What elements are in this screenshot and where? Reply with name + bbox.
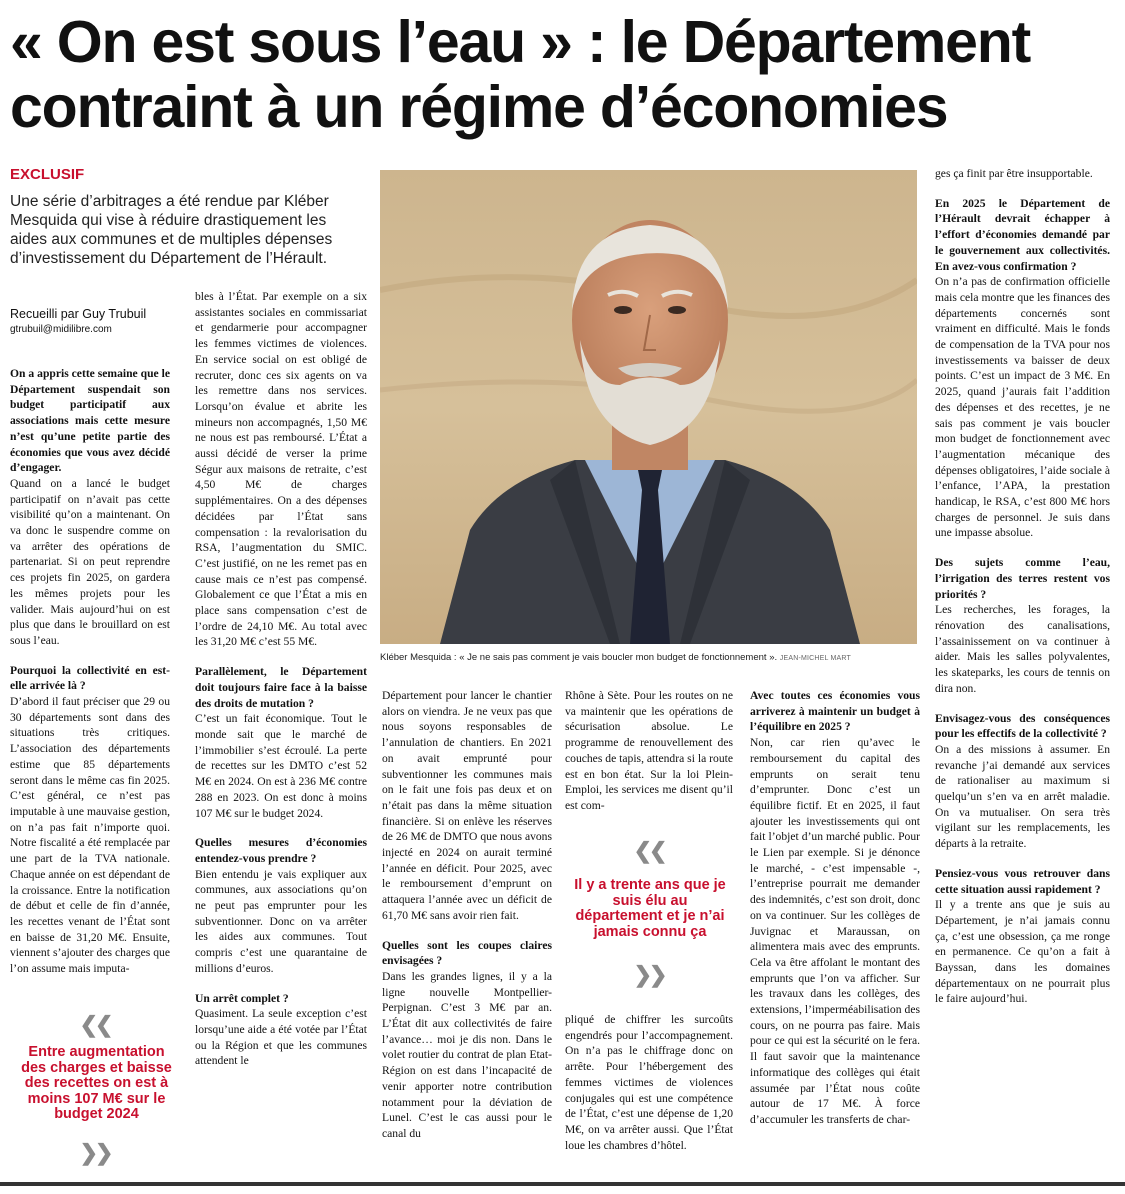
close-quote-icon-2: ❯❯ [633, 962, 665, 987]
article-column-4-top [565, 688, 733, 828]
caption-text: Kléber Mesquida : « Je ne sais pas comment je vais boucler mon budget de fonctionnement ». [380, 652, 778, 663]
page-bottom-rule [0, 1182, 1125, 1186]
answer-2: C’est un fait économique. Tout le monde sait que le marché de l’immobilier s’est écroulé. La perte de recettes sur les DMTO c’est 52 M€ en 2024. On est à 236 M€ contre 288 en 2023. On est donc à moins 107 M€ sur le budget 2024. [195, 712, 367, 820]
portrait-illustration [380, 170, 917, 644]
byline-author: Recueilli par Guy Trubuil [10, 307, 147, 321]
question-1: Avec toutes ces économies vous arriverez à maintenir un budget à l’équilibre en 2025 ? [750, 689, 920, 734]
answer-1: Non, car rien qu’avec le remboursement du capital des emprunts on serait tenu d’emprunter. Donc c’est un équilibre fictif. Et en 2025, il faut ajouter les investissements qui ont fait l’objet d’un marché public. Pour le Lien par exemple. Si je dénonce le marché, - c’est impensable -, l’entreprise pourrait me demander des indemnités, c’est son droit, donc on va continuer. Sur les collèges de Juvignac et Maraussan, on alimentera mais avec des emprunts. Cela va être affolant le montant des emprunts que l’on va afficher. Sur les travaux dans les collèges, des extensions, l’imperméabilisation des cours, on ne pourra pas faire. Mais pour ce qui est la sécurité on le fera. Il faut savoir que la maintenance informatique des collèges qui était assumée par l’État nous coûte autour de 17 M€. À force d’accumuler les transferts de char- [750, 736, 920, 1126]
answer-1: bles à l’État. Par exemple on a six assistantes sociales en commissariat et gendarmerie pour accompagner les femmes victimes de violences. En service social on est obligé de recruter, donc ces six agents on va les remettre dans nos services. Lorsqu’on évalue et abrite les mineurs non accompagnés, 1,50 M€ ne nous est pas remboursé. L’État a aussi décidé de verser la prime Ségur aux maisons de retraite, c’est 4,50 M€ de charges supplémentaires. On a des dépenses décidées par l’État sans compensation : la revalorisation du RSA, l’augmentation du SMIC. C’est justifié, on ne les remet pas en cause mais ce n’est pas compensé. Globalement ce que l’État a mis en place sans compensation c’est de l’ordre de 24,10 M€. Au total avec les 31,20 M€ c’est 55 M€. [195, 290, 367, 649]
question-intro: On a appris cette semaine que le Département suspendait son budget participatif aux associations mais cette mesure n’est qu’une petite partie des économies que vous avez décidé d’engager. [10, 367, 170, 475]
article-column-2 [195, 289, 367, 1175]
answer-4: Quasiment. La seule exception c’est lorsqu’une aide a été votée par l’État ou la Région et que les communes attendent le [195, 1007, 367, 1068]
open-quote-icon-2: ❮❮ [633, 838, 665, 863]
answer-0: ges ça finit par être insupportable. [935, 167, 1093, 180]
question-2: Parallèlement, le Département doit toujours faire face à la baisse des droits de mutation ? [195, 665, 367, 710]
headline-line-1: « On est sous l’eau » : le Département [10, 9, 1031, 75]
article-column-4-bottom [565, 1012, 733, 1176]
article-column-1 [10, 366, 170, 1004]
answer-2: D’abord il faut préciser que 29 ou 30 départements sont dans des situations très critiques. L’association des départements estime que 85 départements seront dans le même cas fin 2025. C’est général, ce n’est pas imputable à une mauvaise gestion, on n’a pas fait n’importe quoi. Notre fiscalité a été remplacée par une part de la TVA nationale. Chaque année on est dépendant de la croissance. Entre la notification de début et celle de fin d’année, les recettes venant de l’État sont en baisse de 31,20 M€. Ensuite, viennent s’ajouter des charges que l’on assume mais imputa- [10, 695, 170, 976]
question-4: Un arrêt complet ? [195, 991, 289, 1005]
answer-2: Les recherches, les forages, la rénovation des canalisations, l’assainissement on va continuer à aider. Mais les salles polyvalentes, les skateparks, les cours de tennis on dira non. [935, 603, 1110, 695]
headline-line-2: contraint à un régime d’économies [10, 74, 948, 140]
answer-1: Quand on a lancé le budget participatif on n’avait pas cette visibilité qu’on a maintenant. On va donc le suspendre comme on va arrêter des opérations de partenariat. Si on peut reprendre ces projets fin 2025, on gardera les mêmes projets pour les valider. Mais aujourd’hui on est plus que dans le brouillard on est sous l’eau. [10, 476, 170, 647]
answer-2: Dans les grandes lignes, il y a la ligne nouvelle Montpellier-Perpignan. C’est 3 M€ par an. L’État dit aux collectivités de faire l’avance… moi je dis non. Dans le volet routier du contrat de plan Etat-Région on est dans l’incapacité de venir apporter notre contribution notamment pour la déviation de Lunel. C’est le cas aussi pour le canal du [382, 969, 552, 1140]
answer-2: pliqué de chiffrer les surcoûts engendrés pour l’accompagnement. On n’a pas le chiffrage donc on arrête. Pour l’hébergement des femmes victimes de violences conjugales qui est une compétence de l’État, c’est une dépense de 1,20 M€, on va arrêter aussi. Que l’État loue les chambres d’hôtel. [565, 1013, 733, 1152]
close-quote-icon: ❯❯ [79, 1140, 111, 1165]
pull-quote-2: Il y a trente ans que je suis élu au département et je n’ai jamais connu ça [574, 877, 726, 940]
question-2: Quelles sont les coupes claires envisagées ? [382, 938, 552, 968]
answer-4: Il y a trente ans que je suis au Département, je n’ai jamais connu ça, c’est une obsession, ça me ronge en permanence. Ce qu’on a fait à Bayssan, dans les domaines départementaux on ne pourrait plus le faire aujourd’hui. [935, 898, 1110, 1006]
open-quote-icon: ❮❮ [79, 1012, 111, 1037]
question-2: Des sujets comme l’eau, l’irrigation des terres restent vos priorités ? [935, 556, 1110, 601]
photo-caption [380, 652, 917, 663]
byline [10, 306, 180, 338]
portrait-photo [380, 170, 917, 644]
answer-1: Département pour lancer le chantier alors on viendra. Je ne veux pas que nous soyons responsables de l’annulation de chantiers. En 2021 on avait emprunté pour subventionner les communes mais on le fait une fois pas deux et on n’était pas dans la même situation financière. Si on enlève les réserves de 26 M€ de DMTO que nous avons injecté en 2024 on aurait terminé l’année en déficit. Pour 2025, avec le remboursement d’emprunt on attaquera l’année avec un déficit de 61,70 M€ sans avoir rien fait. [382, 689, 552, 922]
article-column-3 [382, 688, 552, 1176]
answer-1: On n’a pas de confirmation officielle mais cela montre que les finances des départements concernés sont vraiment en difficulté. Mais le fonds de compensation de la TVA pour nos investissements va baisser de deux points. C’est un impact de 3 M€. En 2025, quand j’aurais fait l’addition des dépenses et des recettes, je ne sais pas comment je vais boucler mon budget de fonctionnement avec l’augmentation mécanique des dépenses obligatoires, l’aide sociale à l’enfance, l’APA, la prestation handicap, le RSA, c’est 800 M€ hors charges de personnel. Je suis dans une impasse absolue. [935, 275, 1110, 540]
question-1: En 2025 le Département de l’Hérault devrait échapper à l’effort d’économies demandé par le gouvernement aux collectivités. En avez-vous confirmation ? [935, 196, 1110, 273]
answer-3: On a des missions à assumer. En revanche j’ai demandé aux services de rationaliser au maximum si quelqu’un s’en va en arrêt maladie. On va mutualiser. On sera très vigilant sur les remplacements, les départs à la retraite. [935, 742, 1110, 851]
question-2: Pourquoi la collectivité en est-elle arrivée là ? [10, 663, 170, 693]
question-3: Quelles mesures d’économies entendez-vous prendre ? [195, 836, 367, 865]
question-3: Envisagez-vous des conséquences pour les effectifs de la collectivité ? [935, 711, 1110, 741]
headline [10, 10, 1115, 140]
photo-credit: JEAN-MICHEL MART [779, 655, 852, 662]
byline-email: gtrubuil@midilibre.com [10, 324, 112, 335]
pull-quote-1: Entre augmentation des charges et baisse des recettes on est à moins 107 M€ sur le budget 2024 [21, 1044, 172, 1122]
article-column-5 [750, 688, 920, 1176]
question-4: Pensiez-vous vous retrouver dans cette situation aussi rapidement ? [935, 866, 1110, 896]
answer-3: Bien entendu je vais expliquer aux communes, aux associations qu’on ne peut pas emprunter pour les subventionner. Donc on va arrêter les aides aux communes. Tout compris c’est une quarantaine de millions d’euros. [195, 867, 367, 975]
article-column-6 [935, 166, 1110, 1176]
answer-1: Rhône à Sète. Pour les routes on ne va maintenir que les opérations de sécurisation absolue. Le programme de renouvellement des couches de tapis, attendra si la route est en bon état. Sur la loi Plein-Emploi, les services me disent qu’il est com- [565, 689, 733, 812]
standfirst: Une série d’arbitrages a été rendue par Kléber Mesquida qui vise à réduire drastiquement les aides aux communes et de multiples dépenses d’investissement du Département de l’Hérault. [10, 193, 333, 267]
kicker-label: EXCLUSIF [10, 166, 85, 183]
